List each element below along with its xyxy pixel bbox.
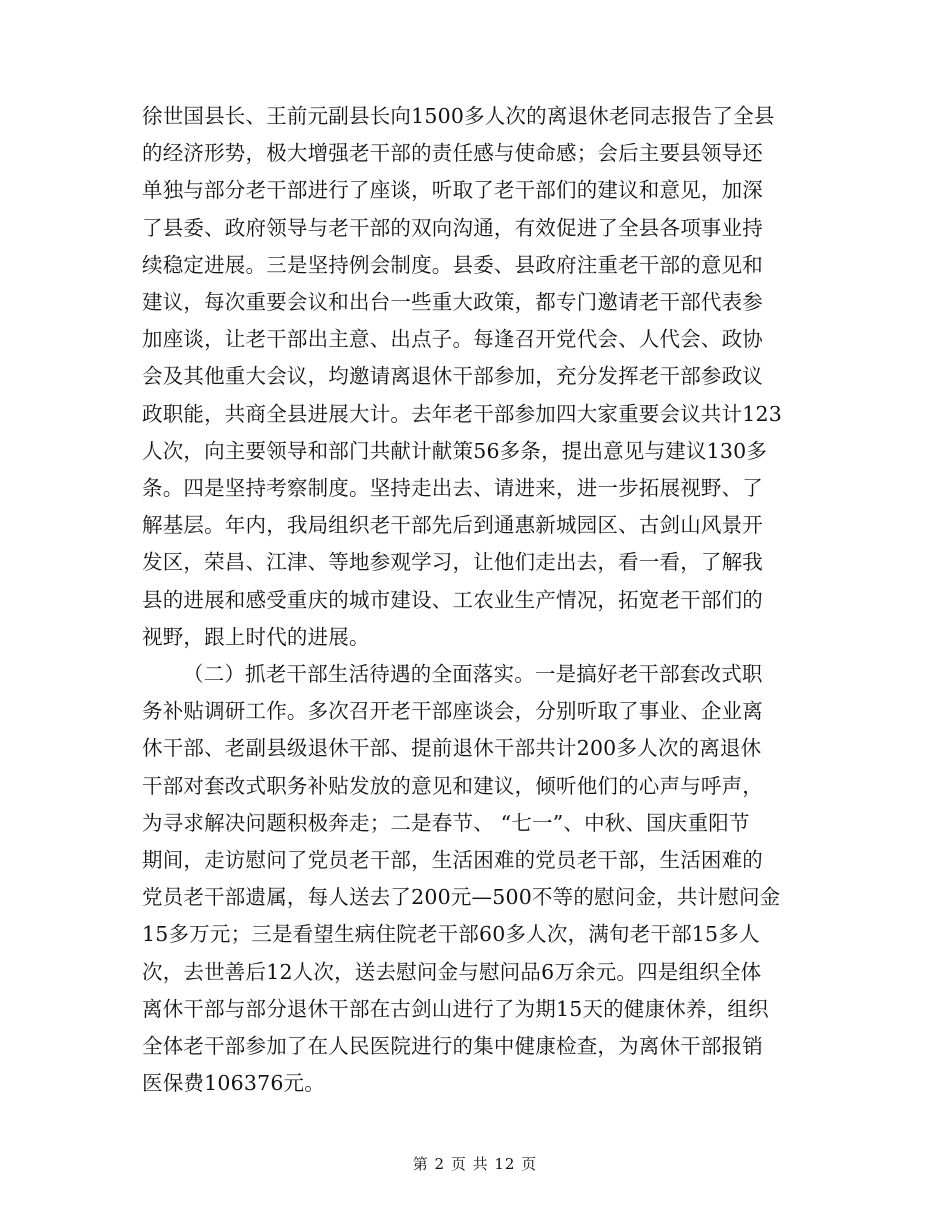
text-line: 务补贴调研工作。多次召开老干部座谈会，分别听取了事业、企业离 bbox=[142, 699, 763, 724]
text-line: 党员老干部遗属，每人送去了200元—500不等的慰问金，共计慰问金 bbox=[142, 885, 781, 910]
text-line: 解基层。年内，我局组织老干部先后到通惠新城园区、古剑山风景开 bbox=[142, 513, 763, 538]
text-line: 发区，荣昌、江津、等地参观学习，让他们走出去，看一看，了解我 bbox=[142, 550, 763, 575]
text-line: 的经济形势，极大增强老干部的责任感与使命感；会后主要县领导还 bbox=[142, 141, 763, 166]
document-body bbox=[142, 98, 812, 1102]
text-line: 会及其他重大会议，均邀请离退休干部参加，充分发挥老干部参政议 bbox=[142, 364, 763, 389]
paragraph-1 bbox=[142, 98, 812, 656]
text-line: 视野，跟上时代的进展。 bbox=[142, 624, 370, 649]
paragraph-2 bbox=[142, 656, 812, 1102]
text-line: 全体老干部参加了在人民医院进行的集中健康检查，为离休干部报销 bbox=[142, 1034, 763, 1059]
text-line: 休干部、老副县级退休干部、提前退休干部共计200多人次的离退休 bbox=[142, 736, 762, 761]
text-line: 单独与部分老干部进行了座谈，听取了老干部们的建议和意见，加深 bbox=[142, 178, 763, 203]
text-line: 加座谈，让老干部出主意、出点子。每逢召开党代会、人代会、政协 bbox=[142, 327, 763, 352]
text-line: 人次，向主要领导和部门共献计献策56多条，提出意见与建议130多 bbox=[142, 438, 768, 463]
text-line: 次，去世善后12人次，送去慰问金与慰问品6万余元。四是组织全体 bbox=[142, 959, 762, 984]
text-line: 续稳定进展。三是坚持例会制度。县委、县政府注重老干部的意见和 bbox=[142, 252, 763, 277]
page-number-footer: 第 2 页 共 12 页 bbox=[412, 1155, 538, 1173]
text-line: 离休干部与部分退休干部在古剑山进行了为期15天的健康休养，组织 bbox=[142, 996, 769, 1021]
text-line: 了县委、政府领导与老干部的双向沟通，有效促进了全县各项事业持 bbox=[142, 215, 763, 240]
text-line: 徐世国县长、王前元副县长向1500多人次的离退休老同志报告了全县 bbox=[142, 104, 775, 128]
text-line: 干部对套改式职务补贴发放的意见和建议，倾听他们的心声与呼声， bbox=[142, 773, 763, 798]
text-line: （二）抓老干部生活待遇的全面落实。一是搞好老干部套改式职 bbox=[183, 662, 763, 687]
text-line: 15多万元；三是看望生病住院老干部60多人次，满旬老干部15多人 bbox=[142, 922, 760, 947]
text-line: 条。四是坚持考察制度。坚持走出去、请进来，进一步拓展视野、了 bbox=[142, 476, 763, 501]
text-line: 医保费106376元。 bbox=[142, 1071, 325, 1096]
text-line: 期间，走访慰问了党员老干部，生活困难的党员老干部，生活困难的 bbox=[142, 848, 763, 873]
text-line: 建议，每次重要会议和出台一些重大政策，都专门邀请老干部代表参 bbox=[142, 290, 763, 315]
text-line: 政职能，共商全县进展大计。去年老干部参加四大家重要会议共计123 bbox=[142, 401, 783, 426]
text-line: 为寻求解决问题积极奔走；二是春节、 “七一”、中秋、国庆重阳节 bbox=[142, 810, 750, 835]
text-line: 县的进展和感受重庆的城市建设、工农业生产情况，拓宽老干部们的 bbox=[142, 587, 763, 612]
